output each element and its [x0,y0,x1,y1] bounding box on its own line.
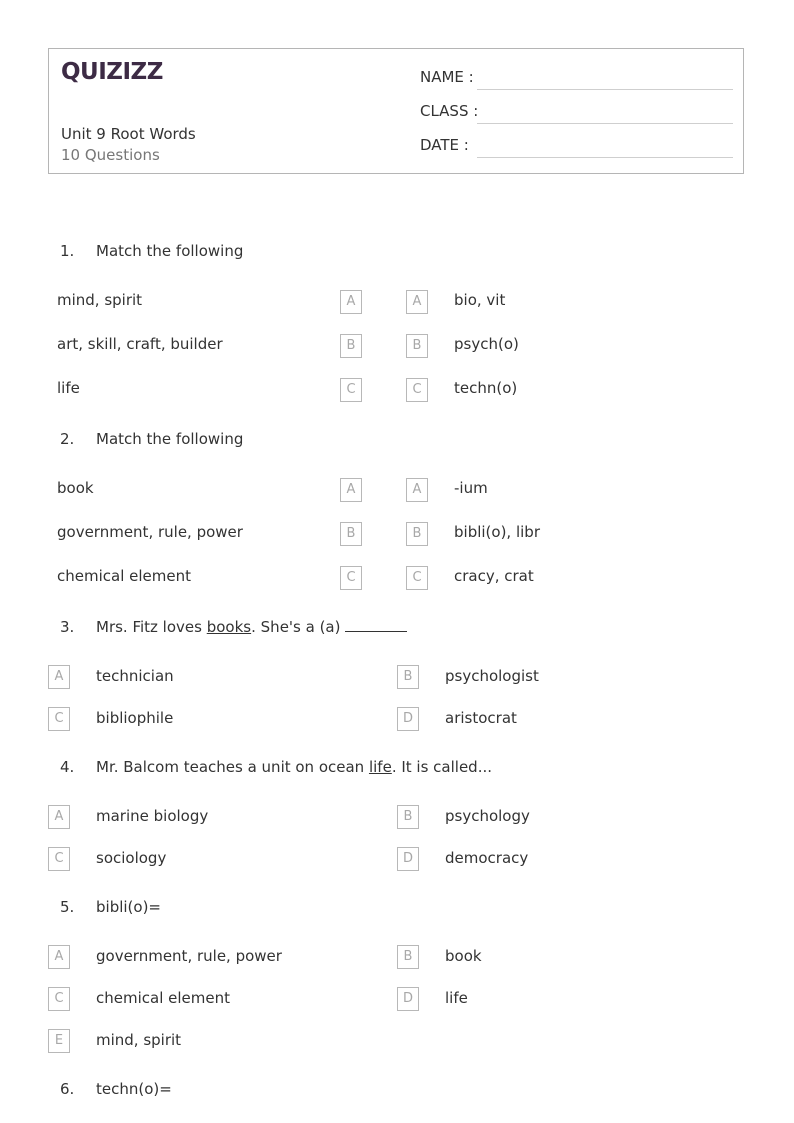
question-number: 3. [60,618,75,636]
option-letter-box[interactable]: A [48,805,70,829]
option-text: technician [96,667,174,685]
question-text-part: . She's a (a) [251,618,346,636]
match-right-item: psych(o) [454,335,519,353]
match-right-item: -ium [454,479,488,497]
question-number: 1. [60,242,75,260]
question-text [96,618,407,636]
question-number: 5. [60,898,75,916]
option-letter-box[interactable]: C [48,847,70,871]
question-text-part: Mrs. Fitz loves [96,618,207,636]
match-left-item: chemical element [57,567,191,585]
name-field[interactable] [477,89,733,90]
match-right-letter-box: C [406,378,428,402]
question-text [96,758,492,776]
option-letter-box[interactable]: A [48,945,70,969]
match-right-item: cracy, crat [454,567,534,585]
worksheet-header [48,48,744,174]
match-left-item: life [57,379,80,397]
question-text: bibli(o)= [96,898,161,916]
option-text: sociology [96,849,167,867]
match-left-answer-box[interactable]: A [340,290,362,314]
match-left-answer-box[interactable]: C [340,566,362,590]
answer-blank [345,618,407,632]
option-letter-box[interactable]: D [397,847,419,871]
underlined-word: books [206,618,252,636]
match-right-item: bibli(o), libr [454,523,540,541]
option-letter-box[interactable]: D [397,707,419,731]
quiz-title: Unit 9 Root Words [61,125,196,143]
date-label: DATE : [420,136,469,154]
underlined-word: life [368,758,392,776]
question-text-part: . It is called... [391,758,493,776]
option-letter-box[interactable]: E [48,1029,70,1053]
quizizz-logo: QUIZIZZ [61,59,163,85]
option-letter-box[interactable]: D [397,987,419,1011]
option-letter-box[interactable]: C [48,987,70,1011]
question-number: 4. [60,758,75,776]
option-letter-box[interactable]: B [397,945,419,969]
question-count: 10 Questions [61,146,160,164]
match-left-item: mind, spirit [57,291,143,309]
match-left-answer-box[interactable]: B [340,334,362,358]
option-letter-box[interactable]: A [48,665,70,689]
match-right-letter-box: C [406,566,428,590]
option-text: aristocrat [445,709,517,727]
match-right-letter-box: A [406,478,428,502]
match-left-answer-box[interactable]: A [340,478,362,502]
match-left-item: art, skill, craft, builder [57,335,223,353]
match-right-item: bio, vit [454,291,506,309]
option-text: bibliophile [96,709,174,727]
question-number: 6. [60,1080,75,1098]
match-left-answer-box[interactable]: B [340,522,362,546]
match-left-item: book [57,479,94,497]
match-right-letter-box: A [406,290,428,314]
match-right-letter-box: B [406,334,428,358]
question-text-part: Mr. Balcom teaches a unit on ocean [96,758,369,776]
option-text: life [445,989,468,1007]
option-text: government, rule, power [96,947,282,965]
match-right-item: techn(o) [454,379,518,397]
question-text: Match the following [96,242,244,260]
date-field[interactable] [477,157,733,158]
match-left-answer-box[interactable]: C [340,378,362,402]
option-text: book [445,947,482,965]
question-text: Match the following [96,430,244,448]
match-right-letter-box: B [406,522,428,546]
question-text: techn(o)= [96,1080,172,1098]
class-field[interactable] [477,123,733,124]
match-left-item: government, rule, power [57,523,243,541]
option-text: mind, spirit [96,1031,182,1049]
option-text: marine biology [96,807,209,825]
option-letter-box[interactable]: B [397,805,419,829]
option-text: democracy [445,849,529,867]
option-text: psychology [445,807,530,825]
option-text: chemical element [96,989,230,1007]
option-text: psychologist [445,667,539,685]
question-number: 2. [60,430,75,448]
class-label: CLASS : [420,102,479,120]
option-letter-box[interactable]: C [48,707,70,731]
name-label: NAME : [420,68,474,86]
option-letter-box[interactable]: B [397,665,419,689]
